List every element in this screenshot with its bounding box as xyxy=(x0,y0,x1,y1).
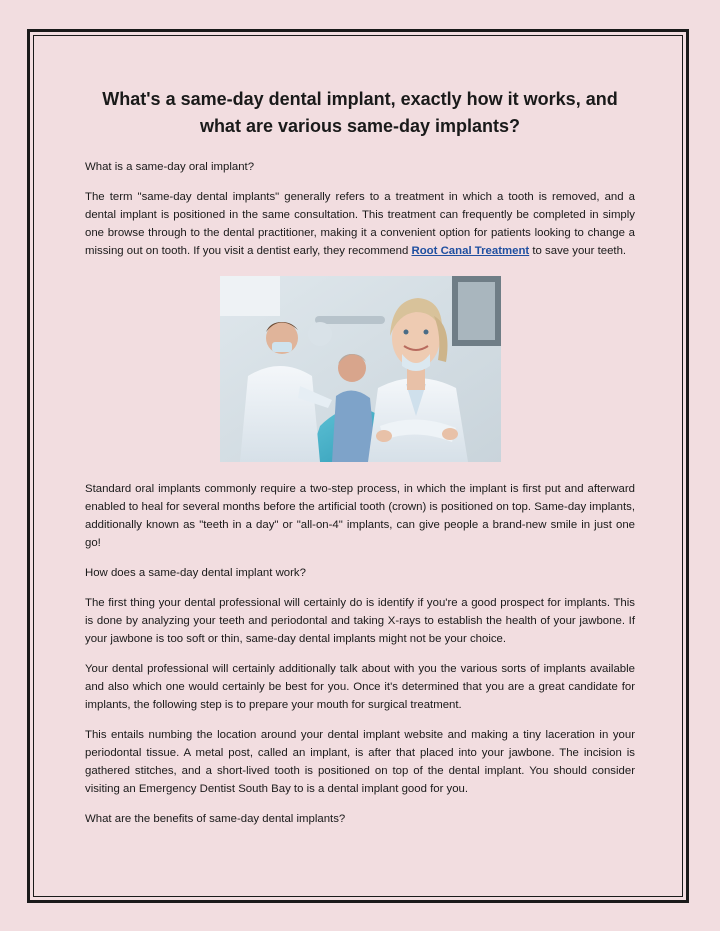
paragraph-implant-types: Your dental professional will certainly additionally talk about with you the various sorts of implants available and also which one would certainly be best for you. Once it's determined that you are a great candidate for implants, the following step is to prepare your mouth for surgical treatment. xyxy=(85,663,635,711)
question-benefits: What are the benefits of same-day dental implants? xyxy=(85,813,346,825)
paragraph-definition xyxy=(85,188,635,260)
dentist-photo xyxy=(220,276,501,462)
root-canal-treatment-link[interactable]: Root Canal Treatment xyxy=(411,245,530,257)
question-same-day-implant: What is a same-day oral implant? xyxy=(85,161,255,173)
paragraph-standard-implants: Standard oral implants commonly require a two-step process, in which the implant is first put and afterward enabled to heal for several months before the artificial tooth (crown) is positioned on top. Same-day implants, additionally known as "teeth in a day" or "all-on-4" implants, can give people a brand-new smile in just one go! xyxy=(85,483,635,549)
article-title: What's a same-day dental implant, exactly how it works, and what are various same-day implants? xyxy=(102,89,618,136)
question-how-it-works: How does a same-day dental implant work? xyxy=(85,567,306,579)
article-body xyxy=(85,86,635,840)
paragraph-procedure: This entails numbing the location around your dental implant website and making a tiny laceration in your periodontal tissue. A metal post, called an implant, is after that placed into your jawbone. The incision is gathered stitches, and a short-lived tooth is positioned on top of the dental implant. You should consider visiting an Emergency Dentist South Bay to is a dental implant good for you. xyxy=(85,729,635,795)
paragraph-candidate-check: The first thing your dental professional will certainly do is identify if you're a good prospect for implants. This is done by analyzing your teeth and periodontal and taking X-rays to establish the health of your jawbone. If your jawbone is too soft or thin, same-day dental implants might not be your choice. xyxy=(85,597,635,645)
paragraph-definition-tail: to save your teeth. xyxy=(529,245,627,257)
paragraph-definition-text: The term "same-day dental implants" generally refers to a treatment in which a tooth is removed, and a dental implant is positioned in the same consultation. This treatment can frequently be completed in simply one browse through to the dental practitioner, making it a convenient option for patients looking to change a missing out on tooth. If you visit a dentist early, they recommend xyxy=(85,191,635,257)
